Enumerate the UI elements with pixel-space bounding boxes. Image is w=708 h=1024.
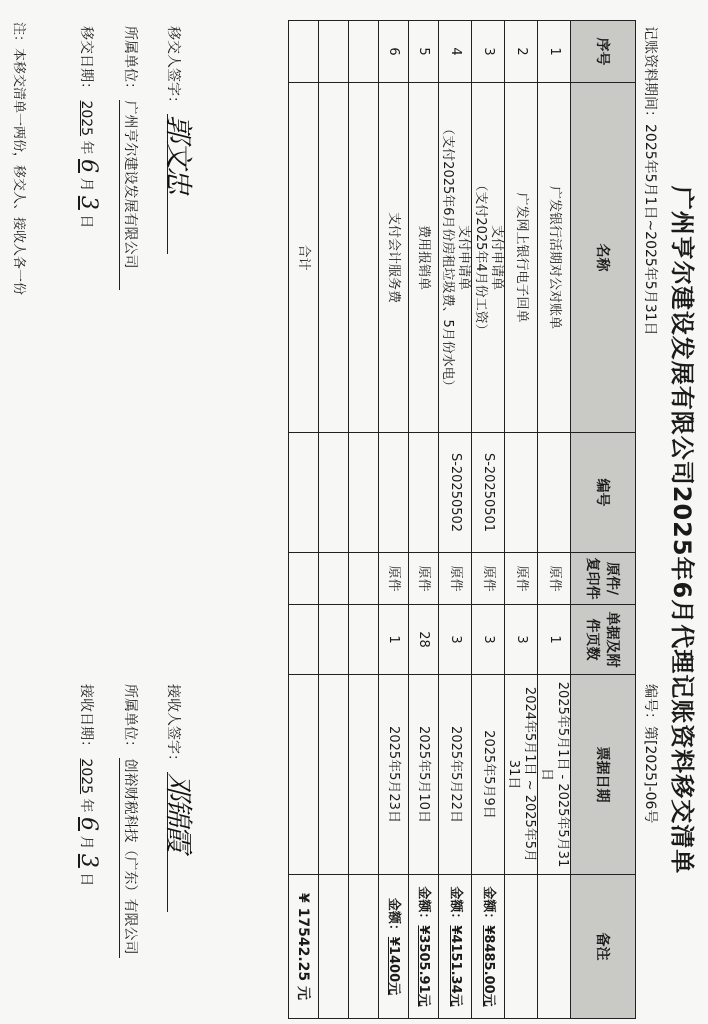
cell-remark [409,875,439,1019]
cell-name: 费用报销单 [409,83,439,433]
cell-remark [538,875,571,1019]
year-char: 年 [78,140,94,155]
empty-cell [289,553,319,605]
cell-seq: 4 [439,21,472,83]
table-row [439,21,472,1019]
receiver-date-line [76,684,101,887]
amount-value: ¥8485.00元 [481,925,496,1007]
year-char: 年 [78,798,94,813]
empty-cell [319,433,349,553]
period-line [640,26,660,336]
period-value: 2025年5月1日~2025年5月31日 [642,124,658,336]
sender-sign-label: 移交人签字： [165,26,181,110]
empty-cell [349,21,379,83]
empty-cell [319,83,349,433]
receiver-day: 3 [76,853,101,868]
sender-day: 3 [76,195,101,210]
cell-seq: 3 [472,21,505,83]
sender-year: 2025 [78,100,94,137]
cell-original: 原件 [409,553,439,605]
receiver-month: 6 [76,817,101,831]
header-name: 名称 [571,83,636,433]
receiver-sign-line [162,684,195,912]
receiver-year: 2025 [78,758,94,795]
sender-unit-value: 广州亨尔建设发展有限公司 [119,100,140,290]
handover-table [288,20,636,1019]
cell-name: 支付申请单 （支付2025年6月份房租垃圾费、5月份水电） [439,83,472,433]
empty-cell [349,605,379,675]
cell-code [505,433,538,553]
receiver-unit-line [119,684,140,958]
amount-value: ¥1400元 [386,936,402,996]
amount-value: ¥4151.34元 [448,925,463,1007]
cell-name: 广发网上银行电子回单 [505,83,538,433]
empty-cell [349,433,379,553]
empty-cell [289,605,319,675]
receiver-sign-label: 接收人签字： [165,684,181,768]
cell-pages: 3 [505,605,538,675]
cell-original: 原件 [538,553,571,605]
empty-cell [349,675,379,875]
cell-date: 2025年5月23日 [379,675,409,875]
sender-unit-line [119,26,140,290]
document-title: 广州亨尔建设发展有限公司2025年6月代理记账资料移交清单 [668,185,696,875]
amount-label: 金额： [481,886,496,926]
day-char: 日 [78,872,94,887]
docno-label: 编号： [642,684,658,726]
cell-date: 2024年5月1日 ~ 2025年5月31日 [505,675,538,875]
sender-month: 6 [76,159,101,173]
sender-signature: 郭文忠 [167,114,188,254]
receiver-unit-value: 创裕财税科技（广东）有限公司 [119,758,140,958]
cell-pages: 3 [439,605,472,675]
cell-seq: 2 [505,21,538,83]
cell-seq: 5 [409,21,439,83]
empty-cell [289,433,319,553]
table-row [379,21,409,1019]
cell-date: 2025年5月22日 [439,675,472,875]
header-remark: 备注 [571,875,636,1019]
empty-cell [289,21,319,83]
table-row [472,21,505,1019]
cell-date: 2025年5月9日 [472,675,505,875]
cell-original: 原件 [379,553,409,605]
empty-cell [319,875,349,1019]
sender-date-label: 移交日期： [78,26,94,96]
cell-date: 2025年5月1日 - 2025年5月31日 [538,675,571,875]
month-char: 月 [78,177,94,192]
cell-code: S-20250501 [472,433,505,553]
cell-pages: 1 [538,605,571,675]
cell-remark [439,875,472,1019]
cell-name: 支付会计服务费 [379,83,409,433]
cell-remark [472,875,505,1019]
header-row [571,21,636,1019]
docno-value: 第[2025]-06号 [642,726,658,824]
header-date: 票据日期 [571,675,636,875]
amount-label: 金额： [416,886,432,926]
cell-date: 2025年5月10日 [409,675,439,875]
amount-label: 金额： [386,897,402,937]
empty-cell [349,875,379,1019]
empty-cell [319,675,349,875]
sender-date-line [76,26,101,229]
period-label: 记账资料期间： [642,26,658,124]
empty-cell [289,675,319,875]
cell-code [409,433,439,553]
amount-label: 金额： [448,886,463,926]
total-label: 合计 [289,83,319,433]
cell-code [538,433,571,553]
cell-original: 原件 [472,553,505,605]
empty-cell [319,553,349,605]
cell-pages: 3 [472,605,505,675]
header-pages: 单据及附件页数 [571,605,636,675]
empty-row [349,21,379,1019]
empty-row [319,21,349,1019]
sender-sign-line [162,26,195,254]
cell-original: 原件 [505,553,538,605]
empty-cell [319,605,349,675]
cell-remark [379,875,409,1019]
sender-unit-label: 所属单位： [122,26,138,96]
table-row [505,21,538,1019]
table-row [538,21,571,1019]
table-row [409,21,439,1019]
cell-remark [505,875,538,1019]
cell-original: 原件 [439,553,472,605]
day-char: 日 [78,214,94,229]
receiver-signature: 邓锦霞 [167,772,188,912]
amount-value: ¥3505.91元 [416,925,432,1007]
header-seq: 序号 [571,21,636,83]
cell-name: 支付申请单 （支付2025年4月份工资） [472,83,505,433]
cell-pages: 28 [409,605,439,675]
footnote: 注：本移交清单一两份，移交人、接收人各一份 [11,22,26,296]
empty-cell [349,553,379,605]
cell-code: S-20250502 [439,433,472,553]
receiver-date-label: 接收日期： [78,684,94,754]
receiver-unit-label: 所属单位： [122,684,138,754]
empty-cell [319,21,349,83]
month-char: 月 [78,835,94,850]
empty-cell [349,83,379,433]
total-value: ¥ 17542.25 元 [289,875,319,1019]
header-original: 原件/复印件 [571,553,636,605]
cell-seq: 6 [379,21,409,83]
cell-name: 广发银行活期对公对账单 [538,83,571,433]
docno-line [640,684,660,823]
cell-code [379,433,409,553]
total-row [289,21,319,1019]
cell-seq: 1 [538,21,571,83]
cell-pages: 1 [379,605,409,675]
header-code: 编号 [571,433,636,553]
